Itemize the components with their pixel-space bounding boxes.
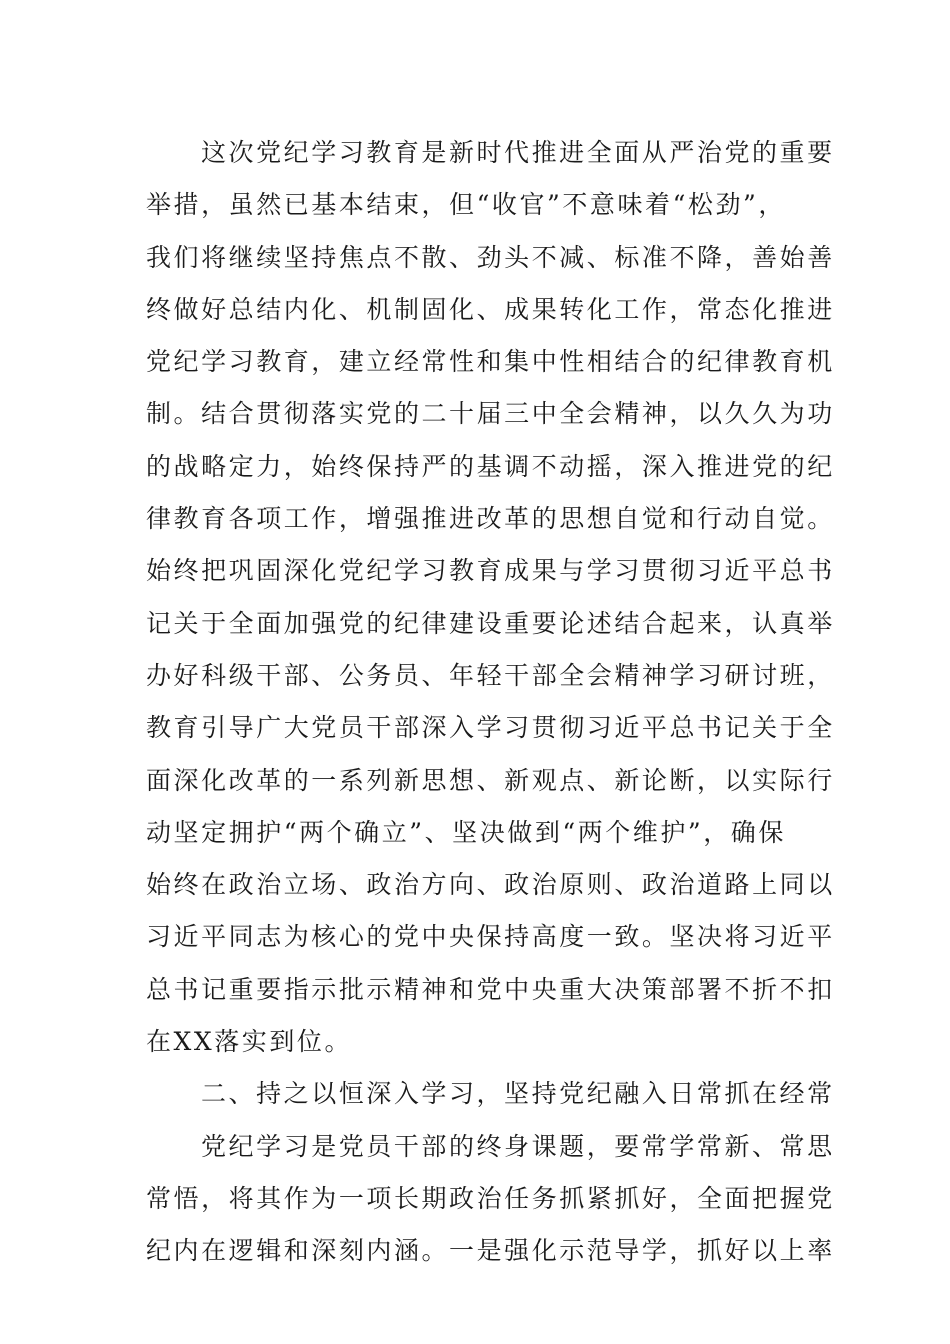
- text-line: 习近平同志为核心的党中央保持高度一致。坚决将习近平: [146, 922, 835, 952]
- text-line: 动坚定拥护“两个确立”、坚决做到“两个维护”，确保: [146, 817, 786, 847]
- text-line: 常悟，将其作为一项长期政治任务抓紧抓好，全面把握党: [146, 1183, 835, 1213]
- text-line: 律教育各项工作，增强推进改革的思想自觉和行动自觉。: [146, 504, 835, 534]
- text-line: 党纪学习是党员干部的终身课题，要常学常新、常思: [201, 1131, 835, 1161]
- text-line: 纪内在逻辑和深刻内涵。一是强化示范导学，抓好以上率: [146, 1236, 835, 1266]
- text-line: 终做好总结内化、机制固化、成果转化工作，常态化推进: [146, 294, 835, 324]
- document-body: [146, 127, 835, 1278]
- text-line: 二、持之以恒深入学习，坚持党纪融入日常抓在经常: [201, 1079, 835, 1109]
- text-line: 始终把巩固深化党纪学习教育成果与学习贯彻习近平总书: [146, 556, 835, 586]
- text-line: 这次党纪学习教育是新时代推进全面从严治党的重要: [201, 138, 835, 167]
- text-line: 始终在政治立场、政治方向、政治原则、政治道路上同以: [146, 870, 835, 900]
- text-line: 总书记重要指示批示精神和党中央重大决策部署不折不扣: [146, 974, 835, 1004]
- text-line: 我们将继续坚持焦点不散、劲头不减、标准不降，善始善: [146, 242, 835, 272]
- text-line: 教育引导广大党员干部深入学习贯彻习近平总书记关于全: [146, 713, 835, 743]
- text-line: 党纪学习教育，建立经常性和集中性相结合的纪律教育机: [146, 347, 835, 377]
- text-line: 举措，虽然已基本结束，但“收官”不意味着“松劲”，: [146, 190, 786, 220]
- text-line: 的战略定力，始终保持严的基调不动摇，深入推进党的纪: [146, 451, 835, 481]
- text-line: 办好科级干部、公务员、年轻干部全会精神学习研讨班，: [146, 660, 835, 690]
- text-line: 在XX落实到位。: [146, 1027, 352, 1057]
- text-line: 制。结合贯彻落实党的二十届三中全会精神，以久久为功: [146, 399, 835, 429]
- text-line: 面深化改革的一系列新思想、新观点、新论断，以实际行: [146, 765, 835, 795]
- text-line: 记关于全面加强党的纪律建设重要论述结合起来，认真举: [146, 608, 835, 638]
